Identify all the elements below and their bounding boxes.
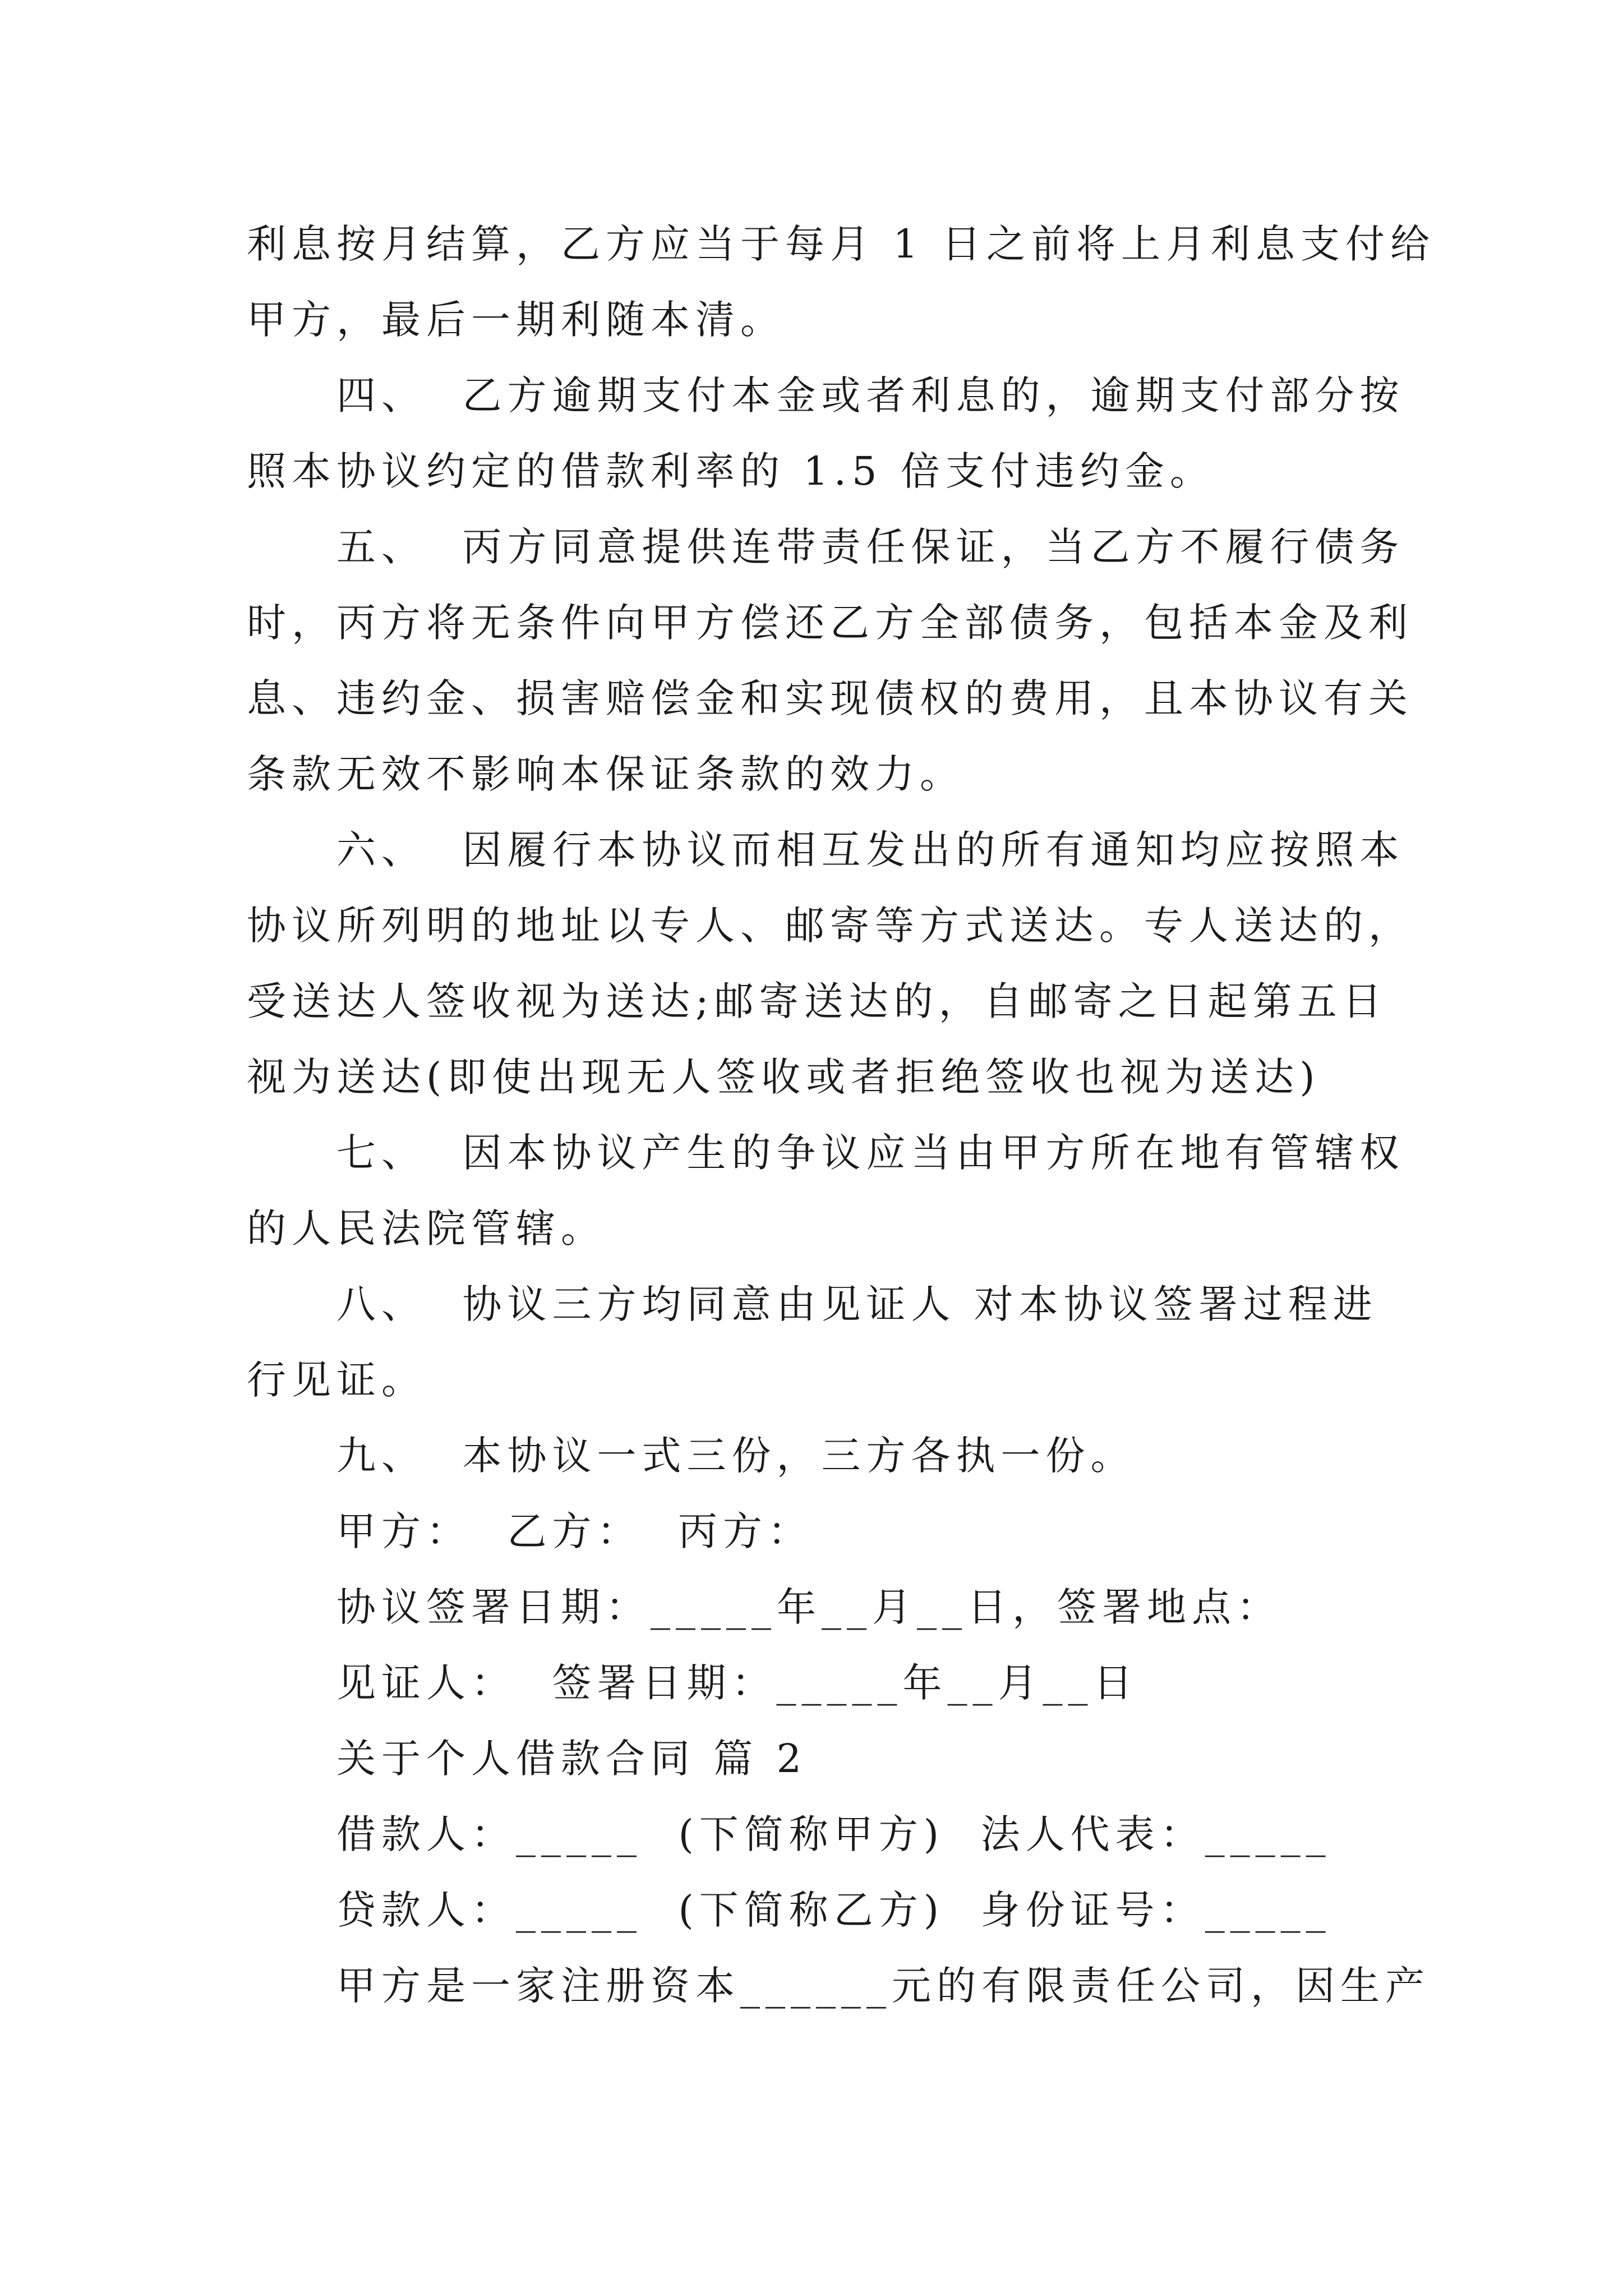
text-line: 利息按月结算，乙方应当于每月 1 日之前将上月利息支付给 [247, 221, 1436, 267]
text-line: 五、 丙方同意提供连带责任保证，当乙方不履行债务 [336, 524, 1405, 570]
section-heading: 关于个人借款合同 篇 2 [336, 1736, 808, 1782]
text-line: 息、违约金、损害赔偿金和实现债权的费用，且本协议有关 [247, 675, 1413, 721]
text-line: 六、 因履行本协议而相互发出的所有通知均应按照本 [336, 827, 1405, 873]
text-line: 七、 因本协议产生的争议应当由甲方所在地有管辖权 [336, 1130, 1405, 1176]
text-line: 行见证。 [247, 1357, 426, 1403]
text-line: 九、 本协议一式三份，三方各执一份。 [336, 1433, 1136, 1479]
text-line: 甲方，最后一期利随本清。 [247, 297, 785, 343]
text-line: 四、 乙方逾期支付本金或者利息的，逾期支付部分按 [336, 372, 1405, 418]
text-line: 视为送达(即使出现无人签收或者拒绝签收也视为送达) [247, 1054, 1321, 1100]
text-line: 条款无效不影响本保证条款的效力。 [247, 751, 965, 797]
text-line: 照本协议约定的借款利率的 1.5 倍支付违约金。 [247, 448, 1215, 494]
lender-line: 贷款人：_____ (下简称乙方) 身份证号：_____ [336, 1887, 1331, 1933]
borrower-line: 借款人：_____ (下简称甲方) 法人代表：_____ [336, 1811, 1331, 1857]
text-line: 时，丙方将无条件向甲方偿还乙方全部债务，包括本金及利 [247, 600, 1413, 646]
text-line: 八、 协议三方均同意由见证人 对本协议签署过程进 [336, 1281, 1378, 1327]
text-line: 甲方是一家注册资本______元的有限责任公司，因生产 [336, 1963, 1430, 2009]
text-line: 的人民法院管辖。 [247, 1205, 606, 1251]
text-line: 协议所列明的地址以专人、邮寄等方式送达。专人送达的， [247, 903, 1413, 949]
text-line: 受送达人签收视为送达;邮寄送达的，自邮寄之日起第五日 [247, 978, 1387, 1024]
signature-parties-line: 甲方： 乙方： 丙方： [336, 1508, 813, 1554]
signing-date-line: 协议签署日期：_____年__月__日，签署地点： [336, 1584, 1281, 1630]
witness-date-line: 见证人： 签署日期：_____年__月__日 [336, 1660, 1138, 1706]
